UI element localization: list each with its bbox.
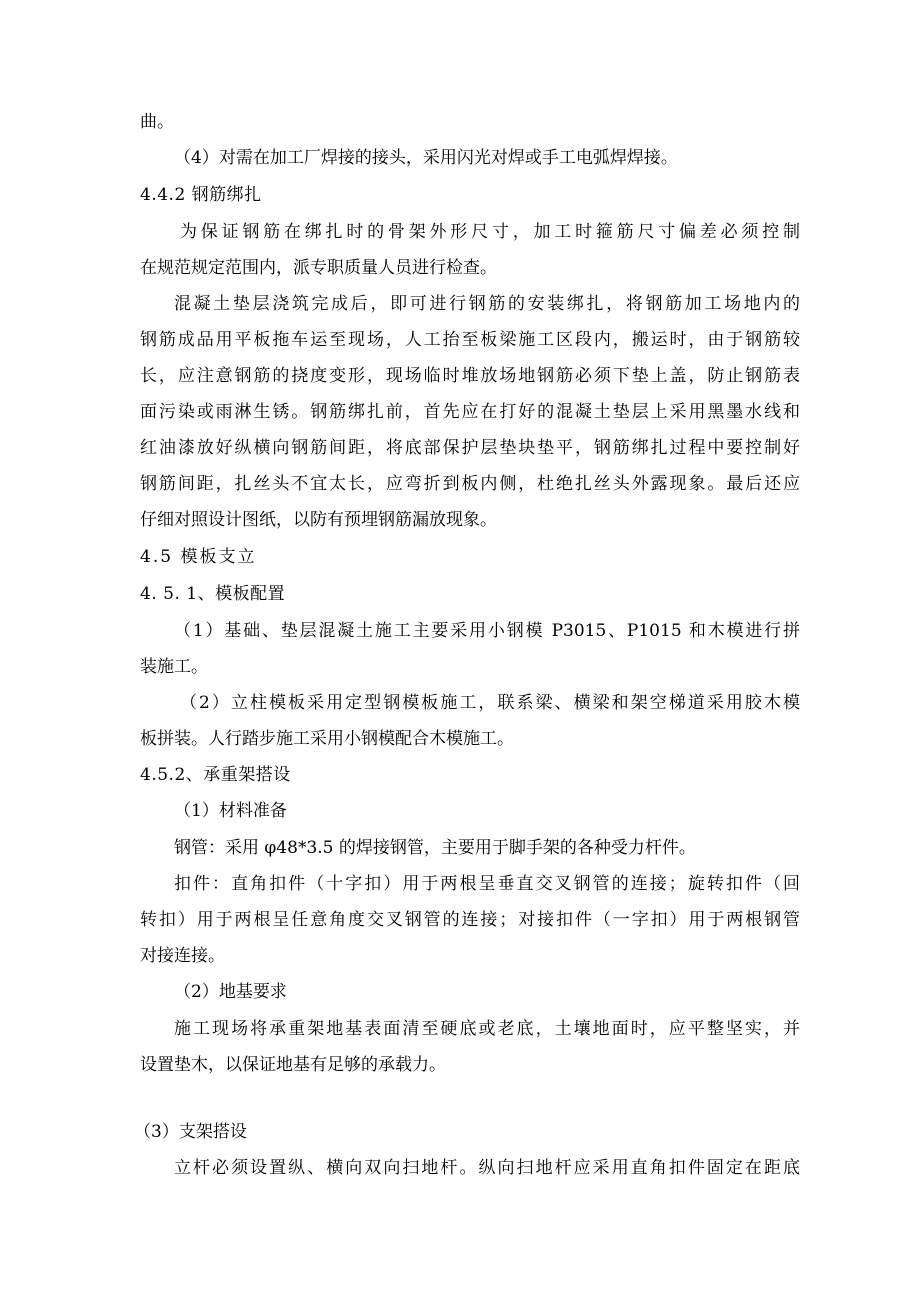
paragraph-line: 钢筋间距，扎丝头不宜太长，应弯折到板内侧，杜绝扎丝头外露现象。最后还应 — [140, 474, 800, 494]
paragraph-line: 对接连接。 — [140, 946, 225, 966]
list-item: （1）基础、垫层混凝土施工主要采用小钢模 P3015、P1015 和木模进行拼 — [174, 621, 800, 641]
list-item: （1）材料准备 — [174, 801, 287, 821]
text-line: 曲。 — [140, 112, 174, 132]
paragraph-line: 面污染或雨淋生锈。钢筋绑扎前，首先应在打好的混凝土垫层上采用黑墨水线和 — [140, 402, 800, 422]
paragraph-line: 装施工。 — [140, 657, 208, 677]
list-item: （3）支架搭设 — [134, 1122, 247, 1142]
paragraph-line: 设置垫木，以保证地基有足够的承载力。 — [140, 1055, 446, 1075]
paragraph-line: 长，应注意钢筋的挠度变形，现场临时堆放场地钢筋必须下垫上盖，防止钢筋表 — [140, 366, 800, 386]
paragraph-line: 扣件：直角扣件（十字扣）用于两根呈垂直交叉钢管的连接；旋转扣件（回 — [174, 874, 800, 894]
paragraph-line: 钢管：采用 φ48*3.5 的焊接钢管，主要用于脚手架的各种受力杆件。 — [174, 838, 696, 858]
section-heading: 4.5 模板支立 — [140, 547, 257, 567]
paragraph-line: 为保证钢筋在绑扎时的骨架外形尺寸，加工时箍筋尺寸偏差必须控制 — [180, 222, 800, 242]
subsection-heading: 4.5.2、承重架搭设 — [140, 765, 291, 785]
paragraph-line: 立杆必须设置纵、横向双向扫地杆。纵向扫地杆应采用直角扣件固定在距底 — [174, 1158, 800, 1178]
subsection-heading: 4. 5. 1、模板配置 — [140, 584, 286, 604]
section-heading: 4.4.2 钢筋绑扎 — [140, 185, 262, 205]
paragraph-line: 仔细对照设计图纸，以防有预埋钢筋漏放现象。 — [140, 510, 497, 530]
paragraph-line: 板拼装。人行踏步施工采用小钢模配合木模施工。 — [140, 729, 514, 749]
list-item: （4）对需在加工厂焊接的接头，采用闪光对焊或手工电弧焊焊接。 — [174, 148, 678, 168]
paragraph-line: 红油漆放好纵横向钢筋间距，将底部保护层垫块垫平，钢筋绑扎过程中要控制好 — [140, 438, 800, 458]
paragraph-line: 在规范规定范围内，派专职质量人员进行检查。 — [140, 258, 497, 278]
paragraph-line: 混凝土垫层浇筑完成后，即可进行钢筋的安装绑扎，将钢筋加工场地内的 — [174, 294, 800, 314]
paragraph-line: 施工现场将承重架地基表面清至硬底或老底，土壤地面时，应平整坚实，并 — [174, 1019, 800, 1039]
list-item: （2）立柱模板采用定型钢模板施工，联系梁、横梁和架空梯道采用胶木模 — [180, 693, 800, 713]
paragraph-line: 钢筋成品用平板拖车运至现场，人工抬至板梁施工区段内，搬运时，由于钢筋较 — [140, 330, 800, 350]
list-item: （2）地基要求 — [174, 982, 287, 1002]
paragraph-line: 转扣）用于两根呈任意角度交叉钢管的连接；对接扣件（一字扣）用于两根钢管 — [140, 910, 800, 930]
